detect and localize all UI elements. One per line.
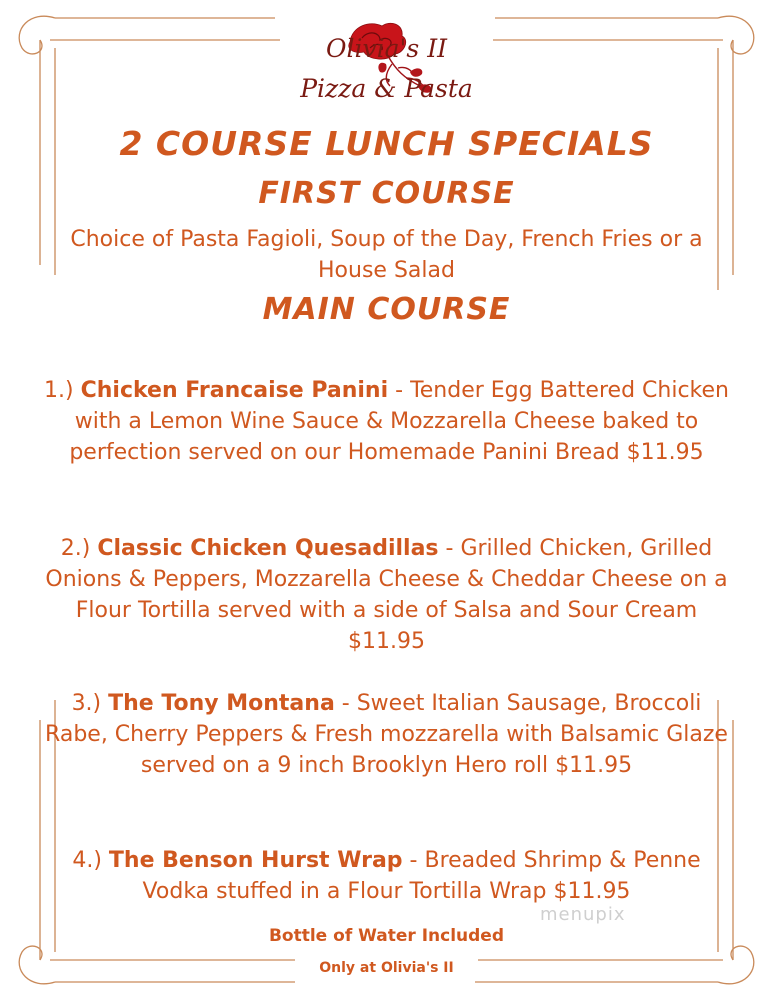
menu-item [40, 688, 733, 781]
main-course-heading: MAIN COURSE [262, 292, 511, 327]
water-note: Bottle of Water Included [268, 926, 505, 946]
item-name: The Tony Montana [108, 691, 335, 716]
exclusive-note: Only at Olivia's II [319, 960, 454, 976]
page-title: 2 COURSE LUNCH SPECIALS [119, 124, 654, 163]
item-description: - Sweet Italian Sausage, Broccoli Rabe, Cherry Peppers & Fresh mozzarella with Balsamic Glaze served on a 9 inch Brooklyn Hero roll [45, 691, 728, 778]
first-course-description: Choice of Pasta Fagioli, Soup of the Day, French Fries or a House Salad [70, 227, 703, 283]
item-price: $11.95 [626, 440, 704, 465]
logo-name: Olivia's II [326, 34, 447, 63]
item-description: - Grilled Chicken, Grilled Onions & Peppers, Mozzarella Cheese & Cheddar Cheese on a Flour Tortilla served with a side of Salsa and Sour Cream [45, 536, 728, 623]
item-price: $11.95 [555, 753, 633, 778]
item-number: 1.) [44, 378, 74, 403]
item-number: 4.) [72, 848, 102, 873]
item-name: Classic Chicken Quesadillas [97, 536, 439, 561]
restaurant-logo [0, 16, 773, 111]
menu-item [40, 845, 733, 907]
item-number: 3.) [71, 691, 102, 716]
item-name: The Benson Hurst Wrap [108, 848, 403, 873]
menu-item [40, 533, 733, 657]
item-description: - Tender Egg Battered Chicken with a Lemon Wine Sauce & Mozzarella Cheese baked to perfection served on our Homemade Panini Bread [69, 378, 729, 465]
item-price: $11.95 [348, 629, 425, 654]
menu-item [40, 375, 733, 468]
item-name: Chicken Francaise Panini [80, 378, 389, 403]
item-number: 2.) [60, 536, 91, 561]
first-course-heading: FIRST COURSE [258, 176, 515, 211]
item-description: - Breaded Shrimp & Penne Vodka stuffed in a Flour Tortilla Wrap [142, 848, 701, 904]
watermark: menupix [540, 904, 626, 925]
logo-tagline: Pizza & Pasta [300, 74, 473, 103]
item-price: $11.95 [553, 879, 631, 904]
